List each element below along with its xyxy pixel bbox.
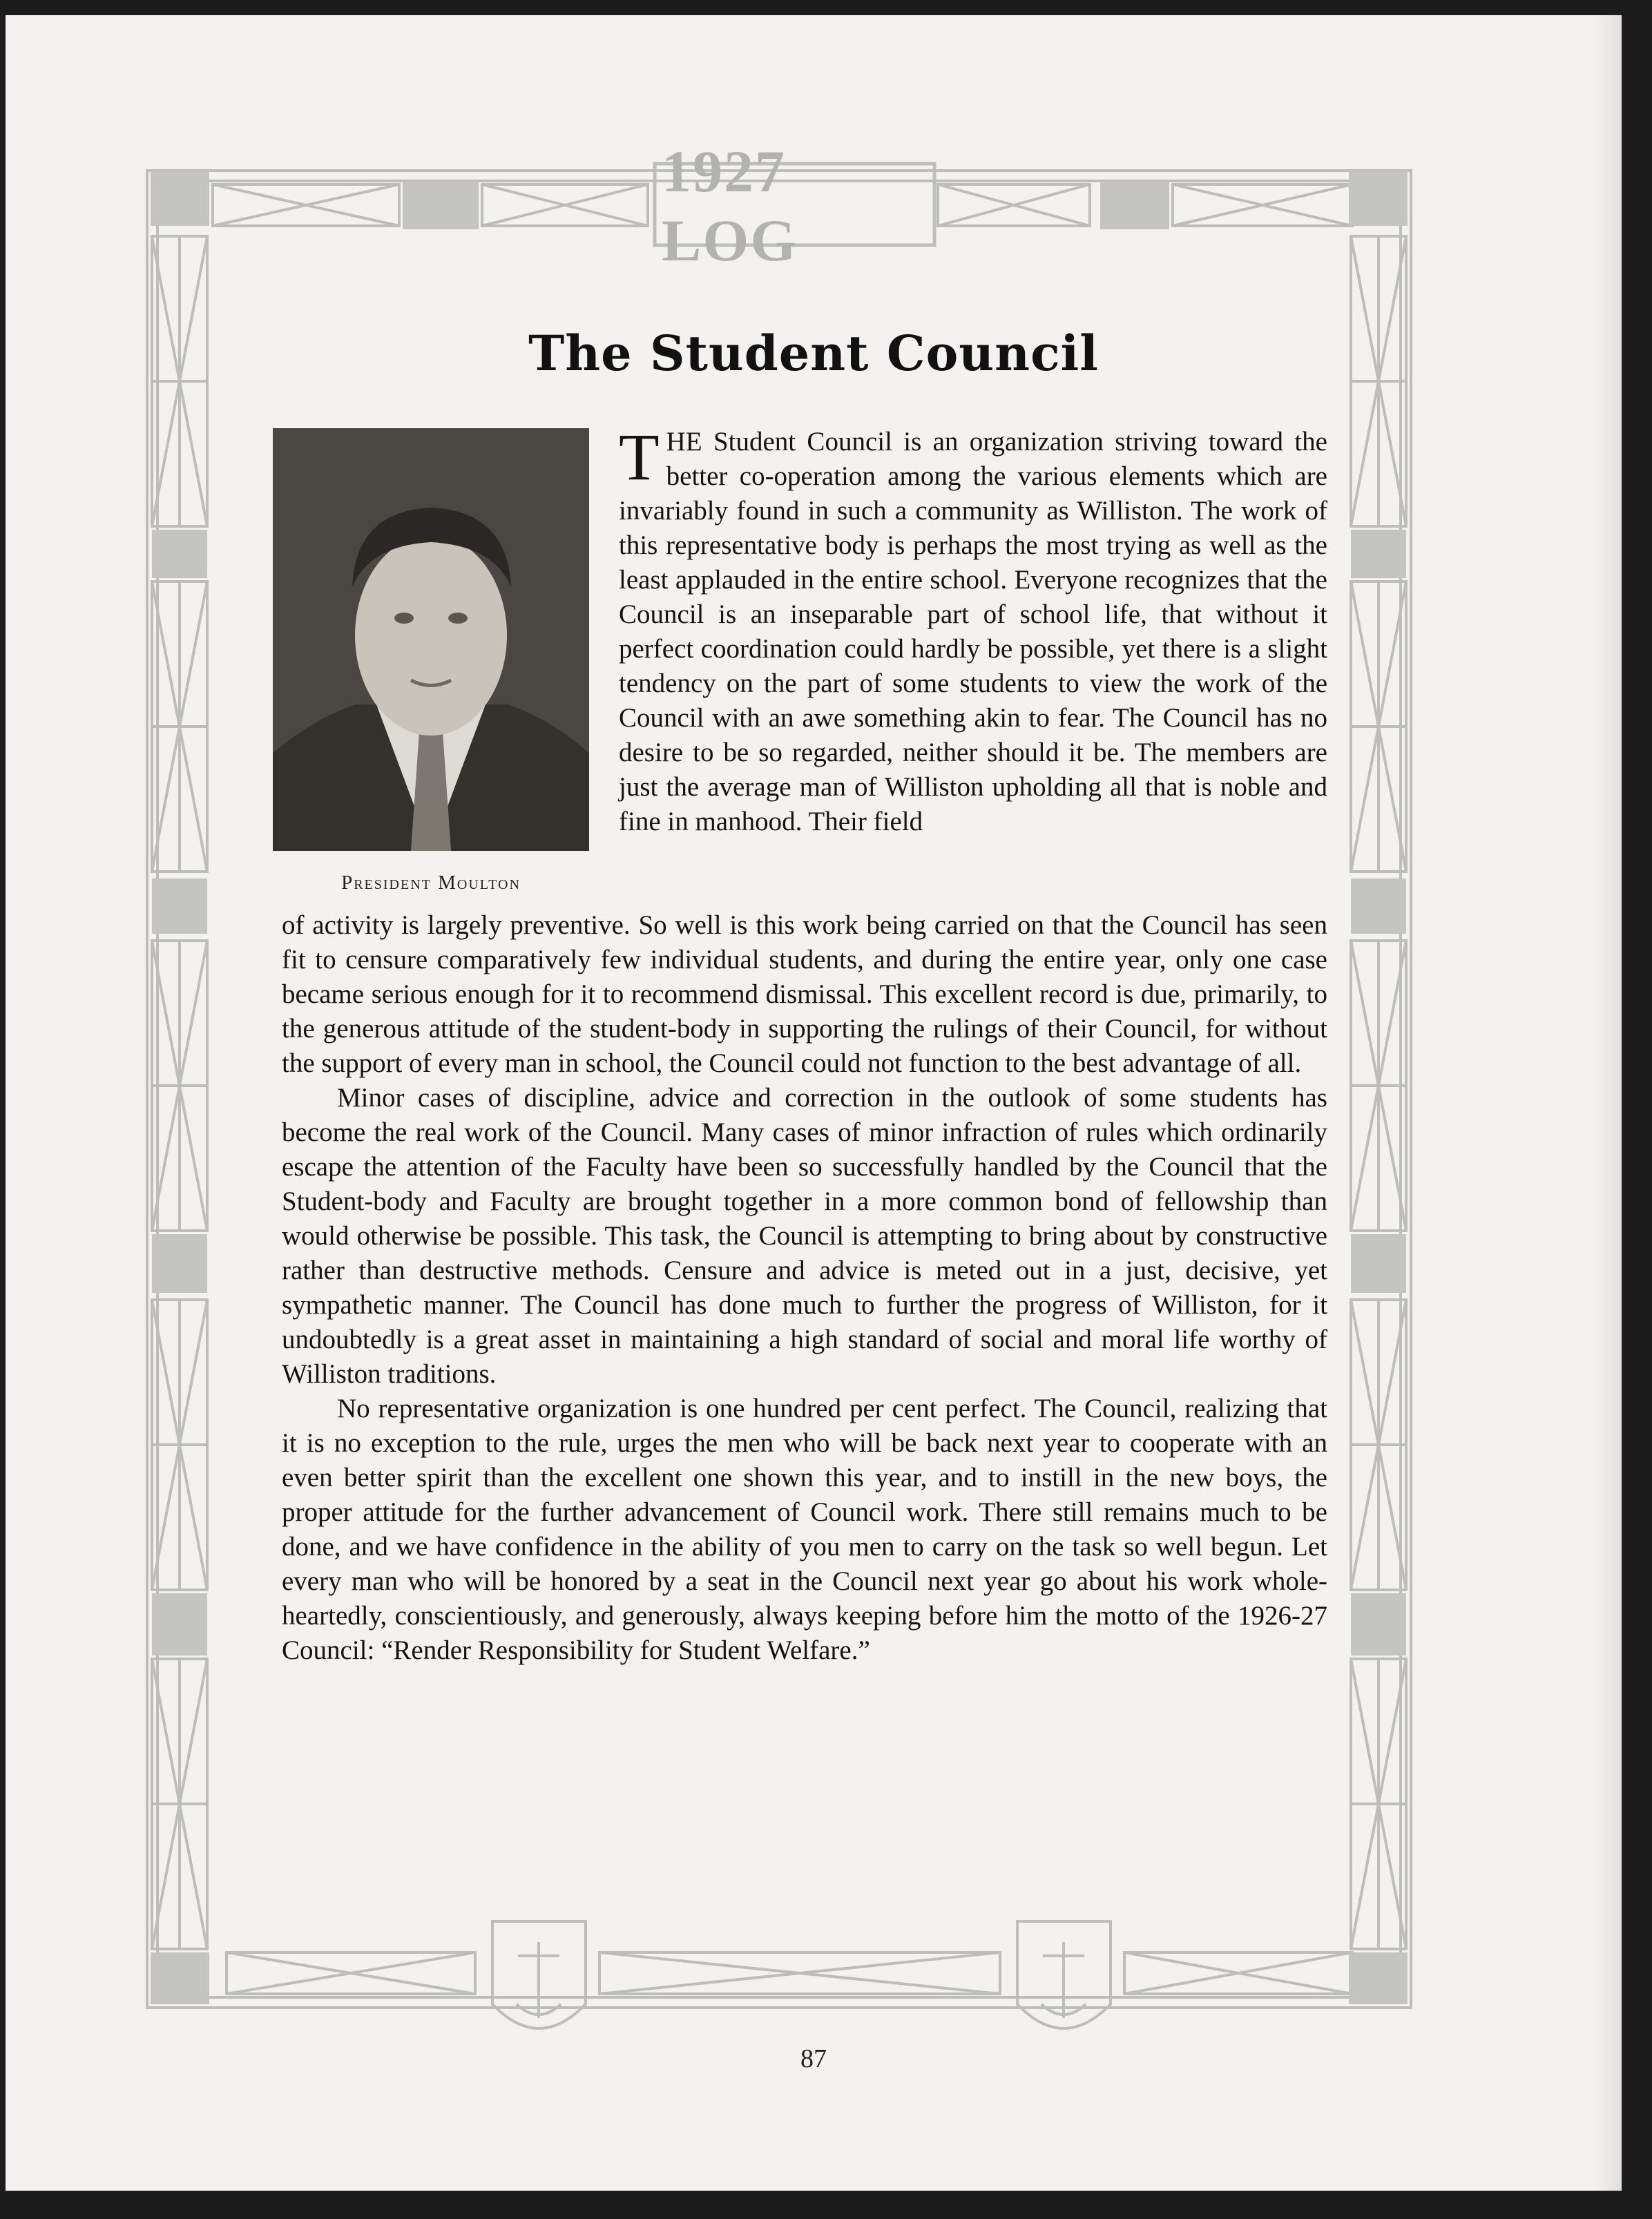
yearbook-header-label: 1927 LOG bbox=[662, 138, 798, 273]
article-body bbox=[282, 908, 1327, 1668]
drop-cap: T bbox=[619, 420, 660, 494]
intro-text: HE Student Council is an organization striving toward the better co-operation among the various elements which are invariably found in such a community as Williston. The work of this representative body is perhaps the most trying as well as the least applauded in the entire school. Everyone recognizes that the Council is an inseparable part of school life, that without it perfect coordination could hardly be possible, yet there is a slight tendency on the part of some students to view the work of the Council with an awe something akin to fear. The Council has no desire to be so regarded, neither should it be. The members are just the average man of Williston upholding all that is noble and fine in manhood. Their field bbox=[619, 427, 1327, 836]
photo-caption: President Moulton bbox=[341, 872, 521, 894]
page-number: 87 bbox=[800, 2044, 827, 2073]
page-title: The Student Council bbox=[528, 325, 1099, 382]
paragraph-1-continuation: of activity is largely preventive. So well is this work being carried on that the Council has seen fit to censure comparatively few individual students, and during the entire year, only one case became serious enough for it to recommend dismissal. This excellent record is due, primarily, to the generous attitude of the student-body in supporting the rulings of their Council, for without the support of every man in school, the Council could not function to the best advantage of all. bbox=[282, 910, 1327, 1078]
paragraph-2: Minor cases of discipline, advice and correction in the outlook of some students has become the real work of the Council. Many cases of minor infraction of rules which ordinarily escape the attention of the Faculty have been so successfully handled by the Council that the Student-body and Faculty are brought together in a more common bond of fellowship than would otherwise be possible. This task, the Council is attempting to bring about by constructive rather than destructive methods. Censure and advice is meted out in a just, decisive, yet sympathetic manner. The Council has done much to further the progress of Williston, for it undoubtedly is a great asset in maintaining a high standard of social and moral life worthy of Williston traditions. bbox=[282, 1083, 1327, 1389]
paragraph-3: No representative organization is one hundred per cent perfect. The Council, realizing that it is no exception to the rule, urges the men who will be back next year to cooperate with an even better spirit than the excellent one shown this year, and to instill in the new boys, the proper attitude for the further advancement of Council work. There still remains much to be done, and we have confidence in the ability of you men to carry on the task so well begun. Let every man who will be honored by a seat in the Council next year go about his work whole-heartedly, conscientiously, and generously, always keeping before him the motto of the 1926-27 Council: “Render Responsibility for Student Welfare.” bbox=[282, 1394, 1327, 1665]
article-intro bbox=[619, 420, 1327, 839]
yearbook-page bbox=[6, 15, 1622, 2191]
portrait-photo bbox=[273, 428, 589, 851]
